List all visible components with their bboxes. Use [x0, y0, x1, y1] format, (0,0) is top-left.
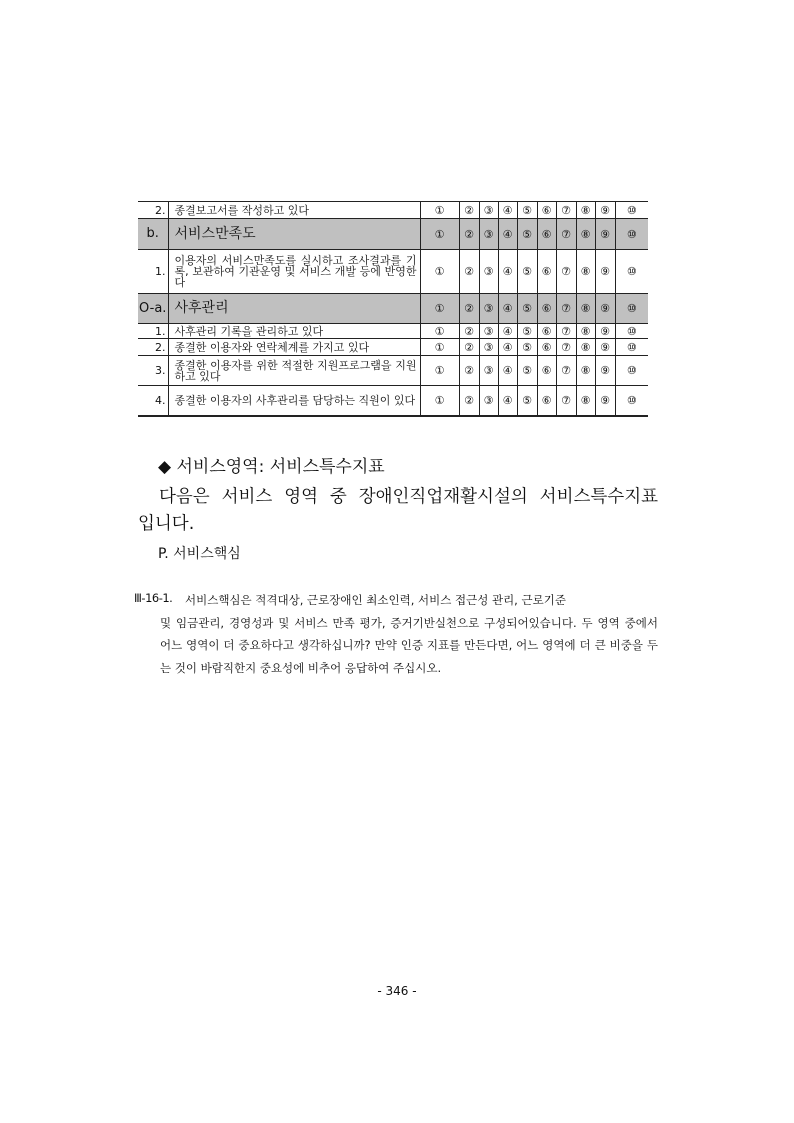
rating-option: ④	[498, 356, 517, 386]
question-first-line: 서비스핵심은 적격대상, 근로장애인 최소인력, 서비스 접근성 관리, 근로기준	[185, 593, 566, 607]
rating-option: ⑤	[517, 339, 537, 356]
section-title: 사후관리	[168, 294, 420, 324]
rating-option: ⑧	[576, 250, 595, 294]
rating-option: ⑨	[595, 324, 615, 339]
rating-option: ⑥	[537, 339, 556, 356]
rating-option: ⑨	[595, 294, 615, 324]
rating-option: ②	[459, 250, 479, 294]
table-row	[138, 250, 648, 294]
rating-option: ①	[420, 250, 459, 294]
item-text: 종결보고서를 작성하고 있다	[168, 202, 420, 219]
rating-option: ⑧	[576, 339, 595, 356]
rating-option: ⑨	[595, 202, 615, 219]
rating-option: ⑨	[595, 356, 615, 386]
rating-option: ①	[420, 219, 459, 250]
section-number: b.	[138, 219, 168, 250]
rating-option: ③	[479, 294, 498, 324]
item-text: 종결한 이용자의 사후관리를 담당하는 직원이 있다	[168, 386, 420, 416]
rating-option: ④	[498, 324, 517, 339]
section-row	[138, 219, 648, 250]
rating-option: ③	[479, 324, 498, 339]
rating-option: ④	[498, 219, 517, 250]
rating-option: ⑥	[537, 294, 556, 324]
rating-option: ⑧	[576, 202, 595, 219]
rating-option: ③	[479, 339, 498, 356]
rating-option: ②	[459, 386, 479, 416]
rating-option: ①	[420, 386, 459, 416]
rating-option: ③	[479, 356, 498, 386]
rating-option: ⑧	[576, 356, 595, 386]
item-text: 이용자의 서비스만족도를 실시하고 조사결과를 기록, 보관하여 기관운영 및 서비스 개발 등에 반영한다	[168, 250, 420, 294]
rating-option: ①	[420, 339, 459, 356]
table-row	[138, 324, 648, 339]
rating-option: ⑨	[595, 339, 615, 356]
rating-option: ②	[459, 294, 479, 324]
rating-option: ⑤	[517, 386, 537, 416]
subsection-heading: P. 서비스핵심	[158, 546, 241, 562]
page-number: - 346 -	[377, 984, 417, 998]
rating-option: ⑦	[556, 324, 576, 339]
section-row	[138, 294, 648, 324]
item-number: 1.	[138, 250, 168, 294]
rating-option: ⑩	[615, 219, 648, 250]
intro-paragraph: 다음은 서비스 영역 중 장애인직업재활시설의 서비스특수지표입니다.	[138, 487, 658, 534]
rating-option: ⑨	[595, 250, 615, 294]
rating-option: ⑦	[556, 356, 576, 386]
rating-option: ④	[498, 250, 517, 294]
rating-option: ⑥	[537, 324, 556, 339]
rating-option: ①	[420, 324, 459, 339]
rating-option: ⑩	[615, 202, 648, 219]
rating-option: ⑩	[615, 386, 648, 416]
item-text: 종결한 이용자와 연락체계를 가지고 있다	[168, 339, 420, 356]
section-number: O-a.	[138, 294, 168, 324]
rating-option: ⑥	[537, 202, 556, 219]
item-text: 사후관리 기록을 관리하고 있다	[168, 324, 420, 339]
rating-option: ⑨	[595, 219, 615, 250]
rating-option: ⑧	[576, 386, 595, 416]
table-row	[138, 339, 648, 356]
rating-option: ⑩	[615, 356, 648, 386]
rating-option: ③	[479, 202, 498, 219]
rating-option: ⑦	[556, 219, 576, 250]
item-number: 1.	[138, 324, 168, 339]
rating-option: ⑧	[576, 324, 595, 339]
rating-option: ④	[498, 339, 517, 356]
rating-option: ⑤	[517, 294, 537, 324]
rating-option: ⑩	[615, 324, 648, 339]
item-number: 2.	[138, 339, 168, 356]
rating-option: ⑦	[556, 386, 576, 416]
item-number: 2.	[138, 202, 168, 219]
rating-option: ①	[420, 356, 459, 386]
rating-option: ④	[498, 386, 517, 416]
rating-option: ⑤	[517, 324, 537, 339]
question-text	[160, 589, 658, 679]
rating-option: ⑦	[556, 202, 576, 219]
item-text: 종결한 이용자를 위한 적절한 지원프로그램을 지원하고 있다	[168, 356, 420, 386]
rating-option: ⑤	[517, 250, 537, 294]
section-heading: ◆ 서비스영역: 서비스특수지표	[158, 457, 385, 477]
rating-option: ③	[479, 250, 498, 294]
rating-option: ⑥	[537, 219, 556, 250]
question-rest: 및 임금관리, 경영성과 및 서비스 만족 평가, 증거기반실천으로 구성되어있습니다. 두 영역 중에서 어느 영역이 더 중요하다고 생각하십니까? 만약 인증 지표를 만든다면, 어느 영역에 더 큰 비중을 두는 것이 바람직한지 중요성에 비추어 응답하여 주십시오.	[160, 615, 658, 675]
rating-option: ⑤	[517, 356, 537, 386]
rating-option: ④	[498, 202, 517, 219]
rating-option: ①	[420, 202, 459, 219]
item-number: 3.	[138, 356, 168, 386]
rating-option: ②	[459, 324, 479, 339]
rating-option: ⑩	[615, 339, 648, 356]
rating-option: ⑥	[537, 356, 556, 386]
table-row	[138, 386, 648, 416]
item-number: 4.	[138, 386, 168, 416]
rating-option: ⑤	[517, 202, 537, 219]
section-title: 서비스만족도	[168, 219, 420, 250]
rating-option: ⑦	[556, 250, 576, 294]
survey-table	[138, 201, 648, 417]
rating-option: ②	[459, 202, 479, 219]
rating-option: ③	[479, 219, 498, 250]
rating-option: ⑤	[517, 219, 537, 250]
rating-option: ②	[459, 356, 479, 386]
rating-option: ⑥	[537, 386, 556, 416]
rating-option: ⑩	[615, 250, 648, 294]
rating-option: ⑧	[576, 294, 595, 324]
rating-option: ①	[420, 294, 459, 324]
rating-option: ⑦	[556, 294, 576, 324]
rating-option: ⑥	[537, 250, 556, 294]
rating-option: ④	[498, 294, 517, 324]
rating-option: ⑨	[595, 386, 615, 416]
rating-option: ⑧	[576, 219, 595, 250]
rating-option: ⑦	[556, 339, 576, 356]
question-label: Ⅲ-16-1.	[134, 591, 173, 605]
table-row	[138, 202, 648, 219]
rating-option: ⑩	[615, 294, 648, 324]
table-row	[138, 356, 648, 386]
rating-option: ②	[459, 219, 479, 250]
rating-option: ③	[479, 386, 498, 416]
rating-option: ②	[459, 339, 479, 356]
